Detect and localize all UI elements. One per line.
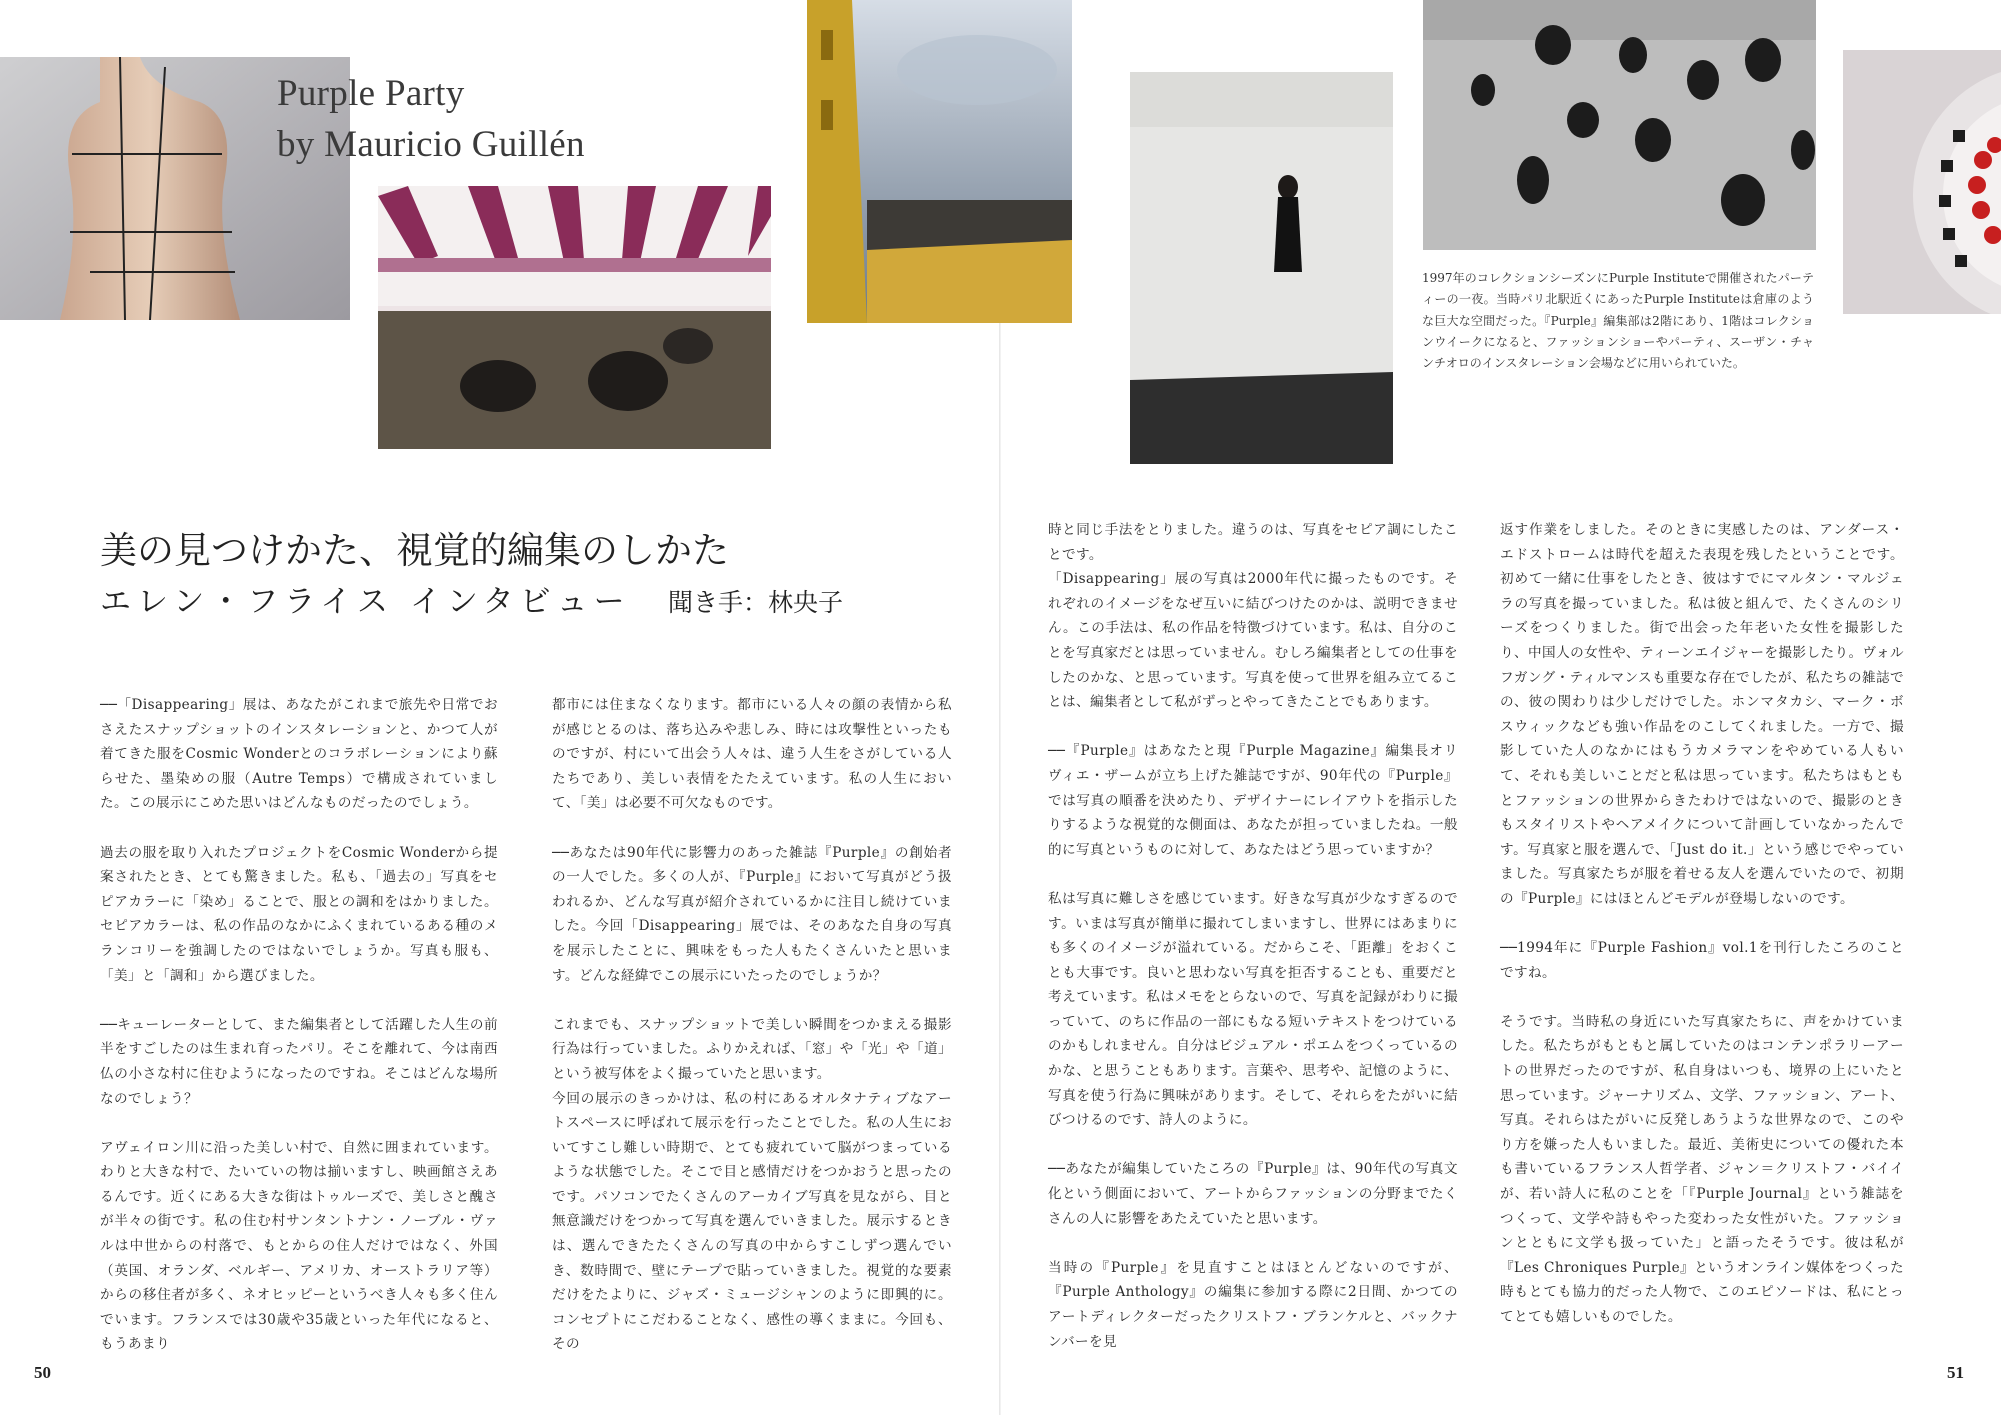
body-column-2: [552, 693, 952, 1357]
sky-building-photo: [807, 0, 1072, 323]
paragraph: 当時の『Purple』を見直すことはほとんどないのですが、『Purple Anthology』の編集に参加する際に2日間、かつてのアートディレクターだったクリストフ・ブランケルと、バックナンバーを見: [1048, 1259, 1458, 1350]
page-number-left: 50: [34, 1363, 51, 1382]
photo-caption: 1997年のコレクションシーズンにPurple Instituteで開催されたパーティーの一夜。当時パリ北駅近くにあったPurple Instituteは倉庫のような巨大な空間だった。『Purple』編集部は2階にあり、1階はコレクションウイークになると、ファッションショーやパーティ、スーザン・チャンチオロのインスタレーション会場などに用いられていた。: [1422, 271, 1814, 371]
paragraph: 過去の服を取り入れたプロジェクトをCosmic Wonderから提案されたとき、とても驚きました。私も、「過去の」写真をセピアカラーに「染め」ることで、服との調和をはかりました。セピアカラーは、私の作品のなかにふくまれているある種のメランコリーを強調したのではないでしょうか。写真も服も、「美」と「調和」から選びました。: [100, 844, 498, 984]
paragraph: 「Disappearing」展の写真は2000年代に撮ったものです。それぞれのイメージをなぜ互いに結びつけたのかは、説明できません。この手法は、私の作品を特徴づけています。私は、自分のことを写真家だとは思っていません。むしろ編集者としての仕事をしたのかな、と思っています。写真を使って世界を組み立てることは、編集者として私がずっとやってきたことでもあります。: [1048, 571, 1458, 711]
paragraph: アヴェイロン川に沿った美しい村で、自然に囲まれています。わりと大きな村で、たいていの物は揃いますし、映画館さえあるんです。近くにある大きな街はトゥルーズで、美しさと醜さが半々の街です。私の住む村サンタントナン・ノーブル・ヴァルは中世からの村落で、もとからの住人だけではなく、外国（英国、オランダ、ベルギー、アメリカ、オーストラリア等）からの移住者が多く、ネオヒッピーというべき人々も多く住んでいます。フランスでは30歳や35歳といった年代になると、もうあまり: [100, 1139, 498, 1353]
woman-in-hall-photo: [1130, 72, 1393, 464]
paragraph: ──あなたは90年代に影響力のあった雑誌『Purple』の創始者の一人でした。多くの人が、『Purple』において写真がどう扱われるか、どんな写真が紹介されているかに注目し続けていました。今回「Disappearing」展では、そのあなた自身の写真を展示したことに、興味をもった人もたくさんいたと思います。どんな経緯でこの展示にいたったのでしょうか？: [552, 844, 952, 984]
paragraph: ──『Purple』はあなたと現『Purple Magazine』編集長オリヴィエ・ザームが立ち上げた雑誌ですが、90年代の『Purple』では写真の順番を決めたり、デザイナーにレイアウトを指示したりするような視覚的な側面は、あなたが担っていましたね。一般的に写真というものに対して、あなたはどう思っていますか？: [1048, 743, 1458, 858]
body-column-1: [100, 693, 498, 1357]
article-interviewer: 聞き手：林央子: [668, 588, 844, 617]
paragraph: 返す作業をしました。そのときに実感したのは、アンダース・エドストロームは時代を超えた表現を残したということです。初めて一緒に仕事をしたとき、彼はすでにマルタン・マルジェラの写真を撮っていました。私は彼と組んで、たくさんのシリーズをつくりました。街で出会った年老いた女性を撮影したり、中国人の女性や、ティーンエイジャーを撮影したり。ヴォルフガング・ティルマンスも重要な存在でしたが、私たちの雑誌での、彼の関わりは少しだけでした。ホンマタカシ、マーク・ボスウィックなども強い作品をのこしてくれました。一方で、撮影していた人のなかにはもうカメラマンをやめている人もいて、それも美しいことだと私は思っています。私たちはもともとファッションの世界からきたわけではないので、撮影のときもスタイリストやヘアメイクについて計画していなかったんです。写真家と服を選んで、「Just do it.」という感じでやっていました。写真家たちが服を着せる友人を選んでいたので、初期の『Purple』にはほとんどモデルが登場しないのです。: [1500, 522, 1904, 907]
paragraph: ──「Disappearing」展は、あなたがこれまで旅先や日常でおさえたスナップショットのインスタレーションと、かつて人が着てきた服をCosmic Wonderとのコラボレーションにより蘇らせた、墨染めの服（Autre Temps）で構成されていました。この展示にこめた思いはどんなものだったのでしょう。: [100, 697, 498, 812]
article-title: 美の見つけかた、視覚的編集のしかた: [100, 529, 729, 572]
article-subtitle: エレン・フライス インタビュー: [100, 584, 631, 620]
cake-photo: [1843, 50, 2001, 314]
paragraph: 今回の展示のきっかけは、私の村にあるオルタナティブなアートスペースに呼ばれて展示を行ったことでした。私の人生においてすこし難しい時期で、とても疲れていて脳がつまっているような状態でした。そこで目と感情だけをつかおうと思ったのです。パソコンでたくさんのアーカイブ写真を見ながら、目と無意識だけをつかって写真を選んでいきました。展示するときは、選んできたたくさんの写真の中からすこしずつ選んでいき、数時間で、壁にテープで貼っていきました。視覚的な要素だけをたよりに、ジャズ・ミュージシャンのように即興的に。コンセプトにこだわることなく、感性の導くままに。今回も、その: [552, 1090, 952, 1353]
paragraph: そうです。当時私の身近にいた写真家たちに、声をかけていました。私たちがもともと属していたのはコンテンポラリーアートの世界だったのですが、私自身はいつも、境界の上にいたと思っています。ジャーナリズム、文学、ファッション、アート、写真。それらはたがいに反発しあうような世界なので、このやり方を嫌った人もいました。最近、美術史についての優れた本も書いているフランス人哲学者、ジャン＝クリストフ・バイイが、若い詩人に私のことを「『Purple Journal』という雑誌をつくって、文学や詩もやった変わった女性がいた。ファッションとともに文学も扱っていた」と語ったそうです。彼は私が『Les Chroniques Purple』というオンライン媒体をつくった時もとても協力的だった人物で、このエピソードは、私にとってとても嬉しいものでした。: [1500, 1013, 1904, 1325]
paragraph: これまでも、スナップショットで美しい瞬間をつかまえる撮影行為は行っていました。ふりかえれば、「窓」や「光」や「道」という被写体をよく撮っていたと思います。: [552, 1016, 952, 1082]
body-column-4: [1500, 518, 1904, 1330]
paragraph: 都市には住まなくなります。都市にいる人々の顔の表情から私が感じとるのは、落ち込みや悲しみ、時には攻撃性といったものですが、村にいて出会う人々は、違う人生をさがしている人たちであり、美しい表情をたたえています。私の人生において、「美」は必要不可欠なものです。: [552, 697, 952, 812]
feature-title: [277, 68, 585, 170]
feature-title-line1: Purple Party: [277, 73, 465, 114]
body-column-3: [1048, 518, 1458, 1354]
paragraph: 私は写真に難しさを感じています。好きな写真が少なすぎるのです。いまは写真が簡単に撮れてしまいますし、世界にはあまりにも多くのイメージが溢れている。だからこそ、「距離」をおくことも大事です。良いと思わない写真を拒否することも、重要だと考えています。私はメモをとらないので、写真を記録がわりに撮っていて、のちに作品の一部にもなる短いテキストをつけているのかもしれません。自分はビジュアル・ポエムをつくっているのかな、と思うこともあります。言葉や、思考や、記憶のように、写真を使う行為に興味があります。そして、それらをたがいに結びつけるのです、詩人のように。: [1048, 890, 1458, 1129]
party-crowd-photo: [1423, 0, 1816, 250]
paragraph: 時と同じ手法をとりました。違うのは、写真をセピア調にしたことです。: [1048, 522, 1458, 563]
feature-title-line2: by Mauricio Guillén: [277, 124, 585, 165]
paragraph: ──1994年に『Purple Fashion』vol.1を刊行したころのことですね。: [1500, 940, 1904, 981]
pink-ceiling-photo: [378, 186, 771, 449]
page-number-right: 51: [1947, 1363, 1964, 1382]
paragraph: ──あなたが編集していたころの『Purple』は、90年代の写真文化という側面において、アートからファッションの分野までたくさんの人に影響をあたえていたと思います。: [1048, 1161, 1458, 1227]
paragraph: ──キューレーターとして、また編集者として活躍した人生の前半をすごしたのは生まれ育ったパリ。そこを離れて、今は南西仏の小さな村に住むようになったのですね。そこはどんな場所なのでしょう？: [100, 1016, 498, 1107]
